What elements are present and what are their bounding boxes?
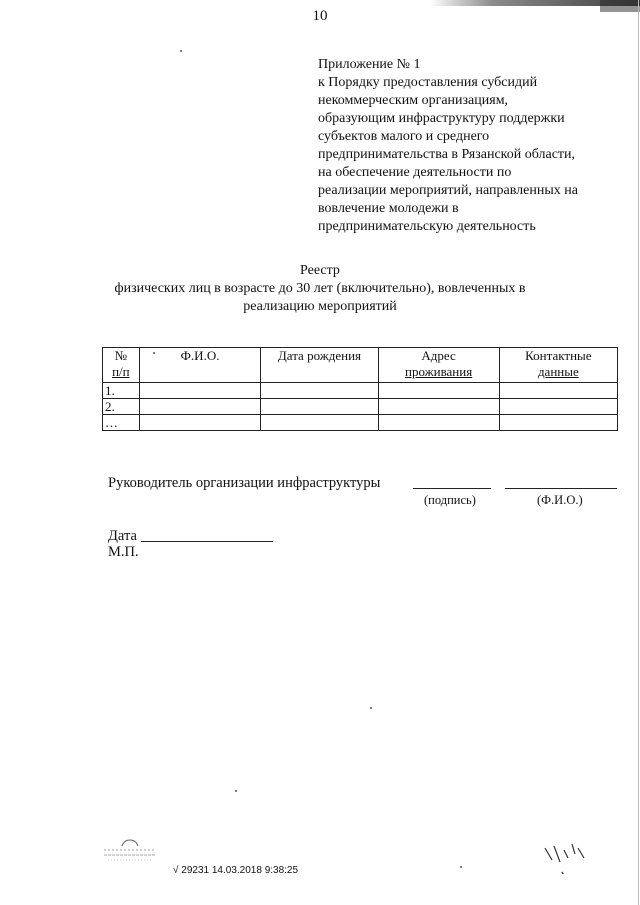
- header-text: Дата рождения: [277, 348, 362, 363]
- table-cell: [261, 399, 378, 415]
- handwritten-mark-icon: [540, 838, 590, 878]
- signature-label: Руководитель организации инфраструктуры: [108, 475, 381, 491]
- table-cell: [261, 383, 378, 399]
- header-text: данные: [537, 364, 579, 379]
- header-text: Адрес: [421, 348, 456, 363]
- table-cell: 1.: [103, 383, 140, 399]
- table-cell: 2.: [103, 399, 140, 415]
- appendix-line: некоммерческим организациям,: [318, 93, 509, 108]
- table-row: [103, 383, 618, 399]
- appendix-line: вовлечение молодежи в: [318, 201, 459, 216]
- table-cell: [261, 415, 378, 431]
- appendix-line: предпринимательскую деятельность: [318, 219, 536, 234]
- appendix-line: на обеспечение деятельности по: [318, 165, 512, 180]
- registration-stamp-icon: [100, 836, 160, 864]
- scan-margin-line: [638, 0, 639, 905]
- date-line: [141, 541, 273, 542]
- table-cell: [499, 399, 617, 415]
- table-cell: [499, 383, 617, 399]
- header-text: проживания: [405, 364, 473, 379]
- registry-heading: Реестр: [300, 263, 340, 278]
- scan-speck: [370, 707, 372, 709]
- registry-title: [0, 262, 640, 316]
- table-cell: [139, 415, 261, 431]
- seal-label: М.П.: [108, 544, 139, 560]
- header-text: п/п: [112, 364, 130, 379]
- table-cell: [378, 415, 499, 431]
- appendix-line: субъектов малого и среднего: [318, 129, 490, 144]
- appendix-line: предпринимательства в Рязанской области,: [318, 147, 576, 162]
- registry-table: [102, 347, 618, 431]
- table-cell: [139, 383, 261, 399]
- appendix-header: [318, 56, 618, 236]
- header-text: Контактные: [525, 348, 592, 363]
- signature-line: [413, 488, 491, 489]
- check-mark-icon: √: [173, 865, 179, 876]
- table-cell: …: [103, 415, 140, 431]
- table-cell: [378, 399, 499, 415]
- page-number: 10: [312, 8, 328, 24]
- column-header-fio: [139, 348, 261, 383]
- scan-speck: [235, 790, 237, 792]
- table-cell: [139, 399, 261, 415]
- column-header-birthdate: [261, 348, 378, 383]
- name-caption: (Ф.И.О.): [537, 493, 583, 507]
- registry-subtitle-line1: физических лиц в возрасте до 30 лет (включительно), вовлеченных в: [114, 281, 526, 296]
- column-header-contacts: [499, 348, 617, 383]
- document-registration-id: [173, 865, 298, 876]
- scan-speck: [460, 866, 462, 868]
- table-header-row: [103, 348, 618, 383]
- header-text: №: [114, 348, 128, 363]
- table-cell: [499, 415, 617, 431]
- appendix-line: образующим инфраструктуру поддержки: [318, 111, 565, 126]
- date-label: Дата: [108, 528, 137, 544]
- column-header-address: [378, 348, 499, 383]
- appendix-line: реализации мероприятий, направленных на: [318, 183, 578, 198]
- signature-caption: (подпись): [424, 493, 476, 507]
- appendix-line: к Порядку предоставления субсидий: [318, 75, 538, 90]
- scan-speck: [180, 50, 182, 52]
- column-header-number: [103, 348, 140, 383]
- table-cell: [378, 383, 499, 399]
- header-text: Ф.И.О.: [180, 348, 220, 363]
- registration-id-text: 29231 14.03.2018 9:38:25: [181, 865, 299, 876]
- registry-subtitle-line2: реализацию мероприятий: [243, 299, 397, 314]
- table-row: [103, 415, 618, 431]
- appendix-line: Приложение № 1: [318, 57, 421, 72]
- name-line: [505, 488, 617, 489]
- table-row: [103, 399, 618, 415]
